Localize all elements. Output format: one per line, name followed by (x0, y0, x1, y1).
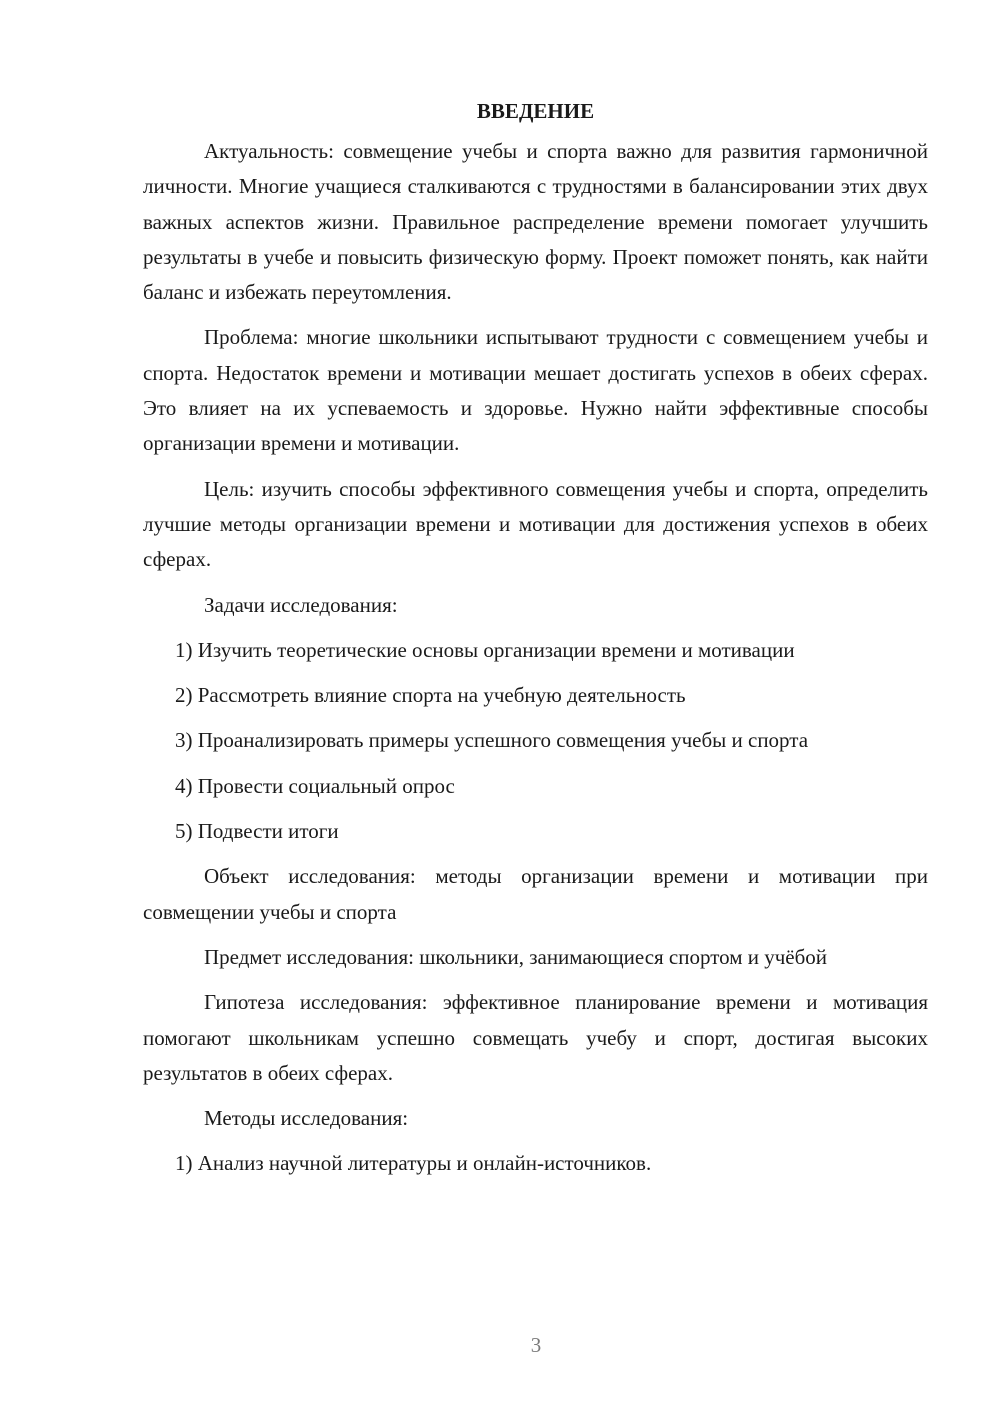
list-item: 1) Анализ научной литературы и онлайн-источников. (175, 1151, 652, 1176)
list-item: 5) Подвести итоги (175, 819, 339, 844)
list-item: 3) Проанализировать примеры успешного совмещения учебы и спорта (175, 728, 809, 753)
section-heading: ВВЕДЕНИЕ (476, 99, 595, 123)
tasks-title: Задачи исследования: (204, 592, 398, 617)
list-item: 2) Рассмотреть влияние спорта на учебную деятельность (175, 683, 686, 708)
hypothesis-paragraph: Гипотеза исследования: эффективное планирование времени и мотивация помогают школьникам успешно совмещать учебу и спорт, достигая высоких результатов в обеих сферах. (143, 990, 928, 1085)
goal-paragraph: Цель: изучить способы эффективного совмещения учебы и спорта, определить лучшие методы организации времени и мотивации для достижения успехов в обеих сферах. (143, 476, 928, 572)
methods-title: Методы исследования: (204, 1106, 409, 1131)
problem-paragraph: Проблема: многие школьники испытывают трудности с совмещением учебы и спорта. Недостаток времени и мотивации мешает достигать успехов в обеих сферах. Это влияет на их успеваемость и здоровье. Нужно найти эффективные способы организации времени и мотивации. (143, 325, 928, 456)
document-page (143, 93, 928, 1192)
page-number: 3 (530, 1333, 542, 1357)
subject-paragraph: Предмет исследования: школьники, занимающиеся спортом и учёбой (204, 944, 828, 969)
relevance-paragraph: Актуальность: совмещение учебы и спорта важно для развития гармоничной личности. Многие учащиеся сталкиваются с трудностями в балансировании этих двух важных аспектов жизни. Правильное распределение времени помогает улучшить результаты в учебе и повысить физическую форму. Проект поможет понять, как найти баланс и избежать переутомления. (143, 139, 928, 305)
methods-list (143, 1146, 928, 1181)
list-item: 4) Провести социальный опрос (175, 773, 455, 798)
list-item: 1) Изучить теоретические основы организации времени и мотивации (175, 637, 795, 662)
tasks-list (143, 633, 928, 849)
object-paragraph: Объект исследования: методы организации времени и мотивации при совмещении учебы и спорта (143, 864, 928, 924)
